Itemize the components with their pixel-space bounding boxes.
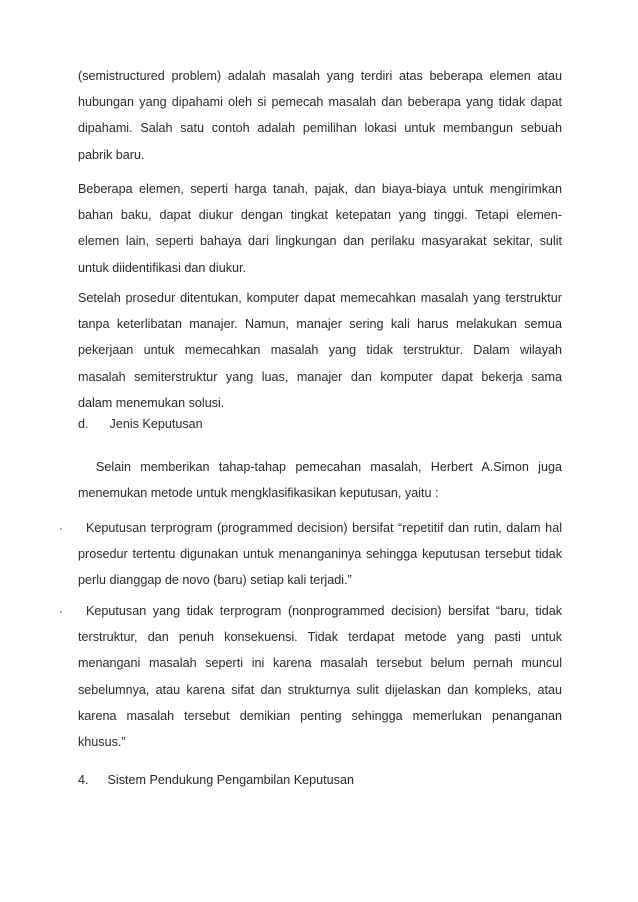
section-heading-d [78,414,203,434]
text-line: masalah semiterstruktur yang luas, manajer dan komputer dapat bekerja sama [78,369,562,384]
bullet-item-programmed [78,515,562,594]
paragraph-intro [78,454,562,506]
text-line: perlu dianggap de novo (baru) setiap kali terjadi.” [78,573,352,588]
text-line: (semistructured problem) adalah masalah yang terdiri atas beberapa elemen atau [78,69,562,83]
text-line: prosedur tertentu digunakan untuk menanganinya sehingga keputusan tersebut tidak [78,547,562,562]
paragraph-procedure [78,285,562,416]
text-line: dipahami. Salah satu contoh adalah pemilihan lokasi untuk membangun sebuah [78,121,562,136]
text-line: Keputusan yang tidak terprogram (nonprogrammed decision) bersifat “baru, tidak [86,604,562,618]
text-line: menemukan metode untuk mengklasifikasikan keputusan, yaitu : [78,486,439,501]
text-line: Setelah prosedur ditentukan, komputer dapat memecahkan masalah yang terstruktur [78,291,562,305]
text-line: untuk diidentifikasi dan diukur. [78,260,247,275]
text-line: dalam menemukan solusi. [78,395,225,410]
text-line: elemen lain, seperti bahaya dari lingkungan dan perilaku masyarakat sekitar, sulit [78,234,562,249]
bullet-item-nonprogrammed [78,598,562,755]
text-line: karena masalah tersebut demikian penting sehingga memerlukan penanganan [78,708,562,723]
section-title: Sistem Pendukung Pengambilan Keputusan [107,773,354,787]
text-line: pabrik baru. [78,147,145,162]
text-line: Selain memberikan tahap-tahap pemecahan masalah, Herbert A.Simon juga [96,460,562,474]
text-line: menangani masalah seperti ini karena masalah tersebut belum pernah muncul [78,656,562,671]
bullet-icon: · [59,521,63,535]
section-title: Jenis Keputusan [109,417,203,431]
section-heading-4 [78,770,354,790]
paragraph-elements [78,176,562,281]
bullet-icon: · [59,604,63,618]
section-number: d. [78,417,89,431]
text-line: hubungan yang dipahami oleh si pemecah masalah dan beberapa yang tidak dapat [78,95,562,110]
text-line: bahan baku, dapat diukur dengan tingkat ketepatan yang tinggi. Tetapi elemen- [78,208,562,223]
text-line: pekerjaan untuk memecahkan masalah yang tidak terstruktur. Dalam wilayah [78,343,562,358]
section-number: 4. [78,773,89,787]
paragraph-semistructured [78,63,562,168]
text-line: Keputusan terprogram (programmed decision) bersifat “repetitif dan rutin, dalam hal [86,521,562,535]
text-line: tanpa keterlibatan manajer. Namun, manajer sering kali harus melakukan semua [78,317,562,332]
text-line: terstruktur, dan penuh konsekuensi. Tidak terdapat metode yang pasti untuk [78,630,562,645]
text-line: sebelumnya, atau karena sifat dan strukturnya sulit dijelaskan dan kompleks, atau [78,682,562,697]
text-line: khusus.” [78,735,126,750]
text-line: Beberapa elemen, seperti harga tanah, pajak, dan biaya-biaya untuk mengirimkan [78,182,562,196]
